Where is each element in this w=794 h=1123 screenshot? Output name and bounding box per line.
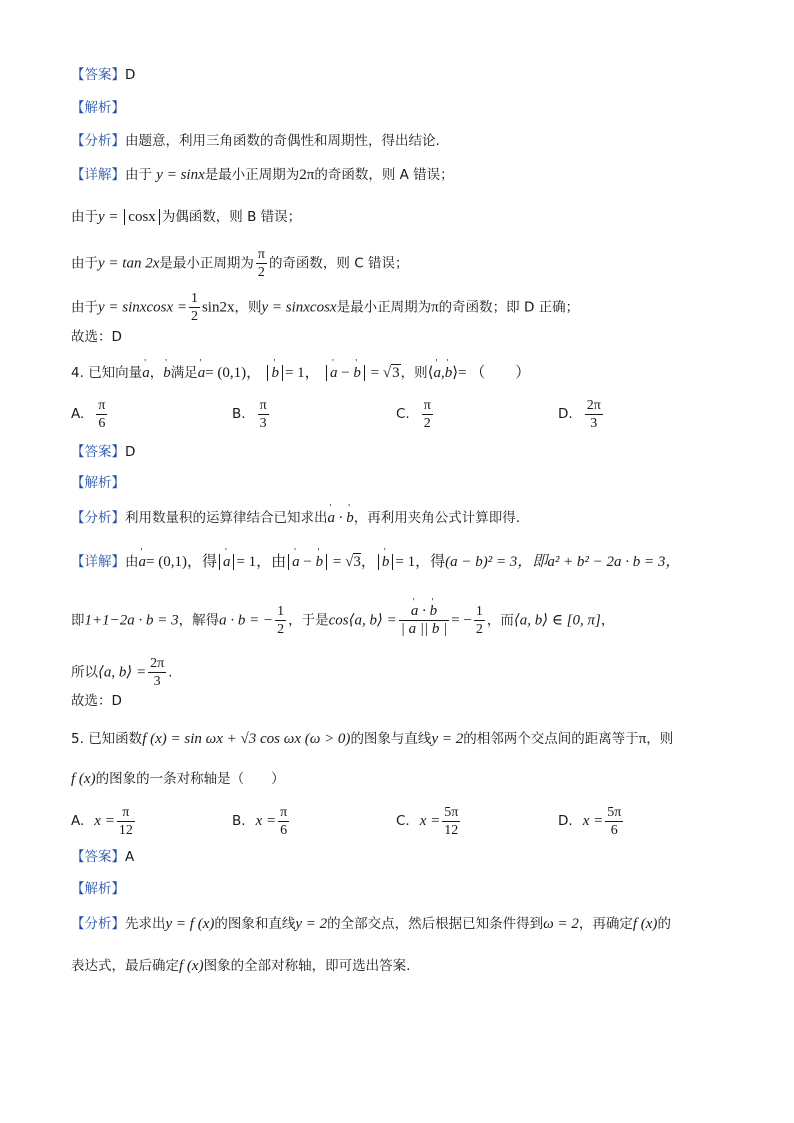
math-expr: a² + b² − 2a · b = 3， xyxy=(547,554,681,570)
fraction xyxy=(96,397,107,432)
numerator: π xyxy=(259,397,267,413)
math-expr: a · b = − xyxy=(219,612,274,629)
math-expr: x = xyxy=(255,812,277,829)
fenxi-text: 由题意，利用三角函数的奇偶性和周期性，得出结论. xyxy=(125,133,440,149)
math-expr: ⟨a, b⟩ = xyxy=(98,664,147,681)
math-eq: = √3 xyxy=(329,554,361,570)
text: ，再确定 xyxy=(578,916,633,932)
fraction xyxy=(422,397,433,432)
numerator: 5π xyxy=(607,804,622,820)
option-label: D. xyxy=(558,406,573,422)
vector-a: ' a xyxy=(198,364,206,382)
text: 为偶函数，则 B 错误； xyxy=(161,209,302,225)
math-expr: = 1， xyxy=(284,365,320,381)
q3-choose-line xyxy=(71,328,122,346)
abs-a: ' a xyxy=(219,554,235,570)
numerator: π xyxy=(280,804,288,820)
q4-options xyxy=(71,394,711,434)
q5-answer-line xyxy=(71,848,134,866)
abs-b: ' b xyxy=(378,554,394,570)
numerator: π xyxy=(98,397,106,413)
answer-tag: 【答案】 xyxy=(71,444,125,460)
text: ，解得 xyxy=(178,612,220,629)
math-expr: y = sinxcosx xyxy=(261,299,337,316)
vector-a: ' a xyxy=(139,553,147,571)
text: ，再利用夹角公式计算即得. xyxy=(353,510,521,526)
numerator: π xyxy=(117,804,135,822)
answer-value: D xyxy=(125,444,136,460)
math-expr: y = 2 xyxy=(431,731,464,747)
detail-tag: 【详解】 xyxy=(71,554,125,570)
text: 表达式，最后确定 xyxy=(71,958,179,974)
text: 由于 xyxy=(71,209,98,225)
denominator: 6 xyxy=(280,822,288,838)
math-expr: x = xyxy=(419,812,441,829)
text: 已知向量 xyxy=(88,365,143,381)
denominator: 2 xyxy=(190,309,198,324)
fraction xyxy=(258,397,269,432)
option-c[interactable] xyxy=(396,394,435,434)
option-d[interactable] xyxy=(558,394,605,434)
denominator: 3 xyxy=(259,415,267,431)
fenxi-tag: 【分析】 xyxy=(71,916,125,932)
text: ，则 xyxy=(400,365,428,381)
fraction xyxy=(605,804,623,839)
abs-b: ' b xyxy=(267,365,283,381)
answer-value: A xyxy=(125,849,135,865)
math-expr: y = f (x) xyxy=(165,916,215,932)
q5-stem-line-1 xyxy=(71,730,673,748)
fraction xyxy=(278,804,289,839)
text: ，则 xyxy=(646,731,674,747)
math-expr: f (x) xyxy=(632,916,658,932)
fraction xyxy=(442,804,460,839)
abs-a-minus-b: ' a − ' b xyxy=(288,554,327,570)
math-expr: sin2x xyxy=(201,299,235,316)
fraction: $\frac{1}{2}$ xyxy=(475,604,483,637)
analysis-tag: 【解析】 xyxy=(71,881,125,897)
q3-fenxi-line xyxy=(71,132,440,150)
q3-detail-line-3 xyxy=(71,246,408,281)
fenxi-tag: 【分析】 xyxy=(71,510,125,526)
text: 的奇函数，则 A 错误； xyxy=(314,167,454,183)
denominator: 6 xyxy=(98,415,106,431)
detail-tag: 【详解】 xyxy=(71,167,125,183)
text: 的 xyxy=(657,916,671,932)
q4-analysis-heading xyxy=(71,474,125,492)
text: ，则 xyxy=(234,299,262,316)
text: 的图象和直线 xyxy=(214,916,296,932)
text: 的图象的一条对称轴是（ ） xyxy=(95,771,285,787)
math-expr: = (0,1)， xyxy=(205,365,262,381)
math-expr: = 1，由 xyxy=(236,554,287,570)
option-label: B. xyxy=(232,406,246,422)
math-expr: x = xyxy=(582,812,604,829)
denominator: 12 xyxy=(118,822,133,838)
text: 由于 xyxy=(71,299,98,316)
choose-text: 故选：D xyxy=(71,329,122,345)
numerator: 2π xyxy=(150,656,165,671)
numerator: π xyxy=(257,247,265,262)
fraction: $\frac{1}{2}$ xyxy=(277,604,285,637)
fraction xyxy=(189,290,200,325)
option-b[interactable] xyxy=(232,801,291,841)
math-expr: ω = 2 xyxy=(543,916,579,932)
q3-detail-line-4 xyxy=(71,290,579,325)
fraction-cos: ' $\frac{a \cdot ' b}{| a || b |}$ xyxy=(399,603,450,638)
math-y-eq: y = xyxy=(98,209,123,225)
text: 先求出 xyxy=(125,916,166,932)
vector-a: ' a xyxy=(142,364,150,382)
math-expr: y = tan 2x xyxy=(98,255,160,272)
question-number: 5. xyxy=(71,731,84,747)
text: 由 xyxy=(125,554,139,570)
q4-detail-line-3: 所以⟨a, b⟩ = $\frac{2\pi}{3}$ . xyxy=(71,656,173,689)
q4-detail-line-2 xyxy=(71,603,614,638)
math-expr: ， xyxy=(360,554,376,570)
text: 是最小正周期为 xyxy=(159,255,254,272)
q4-fenxi-line xyxy=(71,509,520,527)
radicand: 3 xyxy=(392,365,400,381)
text: 由于 xyxy=(125,167,152,183)
q4-answer-line xyxy=(71,443,135,461)
q3-detail-line-1 xyxy=(71,166,454,184)
numerator: 5π xyxy=(444,804,459,820)
fraction xyxy=(585,397,603,432)
math-expr: cos⟨a, b⟩ = xyxy=(328,612,397,629)
math-expr: ⟨a, b⟩ ∈ [0, π] xyxy=(513,612,601,629)
math-expr: (a − b)² = 3，即 xyxy=(445,554,548,570)
text: 的奇函数，则 C 错误； xyxy=(268,255,409,272)
math-expr: y = sinxcosx = xyxy=(98,299,187,316)
math-expr: = (0,1)，得 xyxy=(146,554,217,570)
denominator: 6 xyxy=(610,822,618,838)
q4-choose-line xyxy=(71,692,122,710)
text: 即 xyxy=(71,612,85,629)
text: 的相邻两个交点间的距离等于 xyxy=(463,731,639,747)
text: ，而 xyxy=(486,612,514,629)
denominator: 2 xyxy=(257,265,265,280)
numerator: 1 xyxy=(190,291,198,306)
text: 由于 xyxy=(71,255,98,272)
math-expr: y = 2 xyxy=(295,916,328,932)
option-a[interactable] xyxy=(71,394,109,434)
q4-detail-line-1 xyxy=(71,553,680,571)
option-label: C. xyxy=(396,813,410,829)
answer-value: D xyxy=(125,67,136,83)
sqrt-3 xyxy=(391,364,401,381)
q3-detail-line-2 xyxy=(71,208,301,226)
option-b[interactable] xyxy=(232,394,271,434)
q3-analysis-heading xyxy=(71,99,125,117)
vector-b: ' b xyxy=(163,364,171,382)
q4-stem: 4. 已知向量' a，' b满足' a= (0,1)， ' b = 1， ' a − ' b = √3，则⟨' a,' b⟩= （ ） xyxy=(71,364,530,382)
denominator: 2 xyxy=(423,415,431,431)
answer-tag: 【答案】 xyxy=(71,849,125,865)
fraction xyxy=(148,655,166,690)
text: 的奇函数；即 D 正确； xyxy=(438,299,580,316)
text: ， xyxy=(600,612,615,629)
text: 的图象与直线 xyxy=(350,731,432,747)
option-label: D. xyxy=(558,813,573,829)
q3-answer-line xyxy=(71,66,135,84)
math-expr: = − xyxy=(451,612,472,629)
q5-stem-line-2 xyxy=(71,770,285,788)
analysis-tag: 【解析】 xyxy=(71,475,125,491)
option-label: A. xyxy=(71,813,85,829)
option-label: A. xyxy=(71,406,85,422)
option-label: C. xyxy=(396,406,410,422)
q5-fenxi-line-2 xyxy=(71,957,410,975)
analysis-tag: 【解析】 xyxy=(71,100,125,116)
math-expr: x = xyxy=(94,812,115,829)
text: ，于是 xyxy=(288,612,329,629)
fraction xyxy=(117,804,135,839)
text: 已知函数 xyxy=(88,731,143,747)
fenxi-tag: 【分析】 xyxy=(71,133,125,149)
text: 所以 xyxy=(71,664,98,681)
text: 是最小正周期为 xyxy=(204,167,300,183)
text: 图象的全部对称轴，即可选出答案. xyxy=(203,958,411,974)
option-label: B. xyxy=(232,813,246,829)
math-expr: cosx xyxy=(124,209,160,225)
choose-text: 故选：D xyxy=(71,693,122,709)
text: 满足 xyxy=(170,365,198,381)
option-a[interactable] xyxy=(71,801,137,841)
angle-ab: ⟨' a,' b⟩ xyxy=(428,365,458,381)
math-expr: f (x) xyxy=(179,958,204,974)
math-expr: y = sinx xyxy=(156,167,205,183)
math-expr: f (x) = sin ωx + √3 cos ωx (ω > 0) xyxy=(142,731,351,747)
option-d[interactable] xyxy=(558,801,625,841)
math-expr: = 1，得 xyxy=(395,554,446,570)
q5-analysis-heading xyxy=(71,880,125,898)
math-expr: π xyxy=(431,299,439,316)
text: 的全部交点，然后根据已知条件得到 xyxy=(327,916,544,932)
denominator: 3 xyxy=(153,674,161,689)
math-expr: π xyxy=(638,731,647,747)
question-number: 4. xyxy=(71,365,84,381)
answer-tag: 【答案】 xyxy=(71,67,125,83)
math-eq: = √ xyxy=(366,365,392,381)
abs-a-minus-b: ' a − ' b xyxy=(326,365,365,381)
math-expr: 2π xyxy=(299,167,315,183)
numerator: π xyxy=(423,397,431,413)
denominator: 3 xyxy=(590,415,598,431)
fenxi-text: 利用数量积的运算律结合已知求出 xyxy=(125,510,328,526)
math-expr: = （ ） xyxy=(458,365,531,381)
fraction xyxy=(256,246,267,281)
q5-options xyxy=(71,801,711,841)
numerator: 2π xyxy=(586,397,601,413)
denominator: 12 xyxy=(444,822,459,838)
q5-fenxi-line-1 xyxy=(71,915,671,933)
text: 是最小正周期为 xyxy=(336,299,432,316)
math-expr: 1+1−2a · b = 3 xyxy=(84,612,179,629)
dot-ab: ' a · ' b xyxy=(328,510,354,526)
math-expr: f (x) xyxy=(71,771,96,787)
option-c[interactable] xyxy=(396,801,462,841)
